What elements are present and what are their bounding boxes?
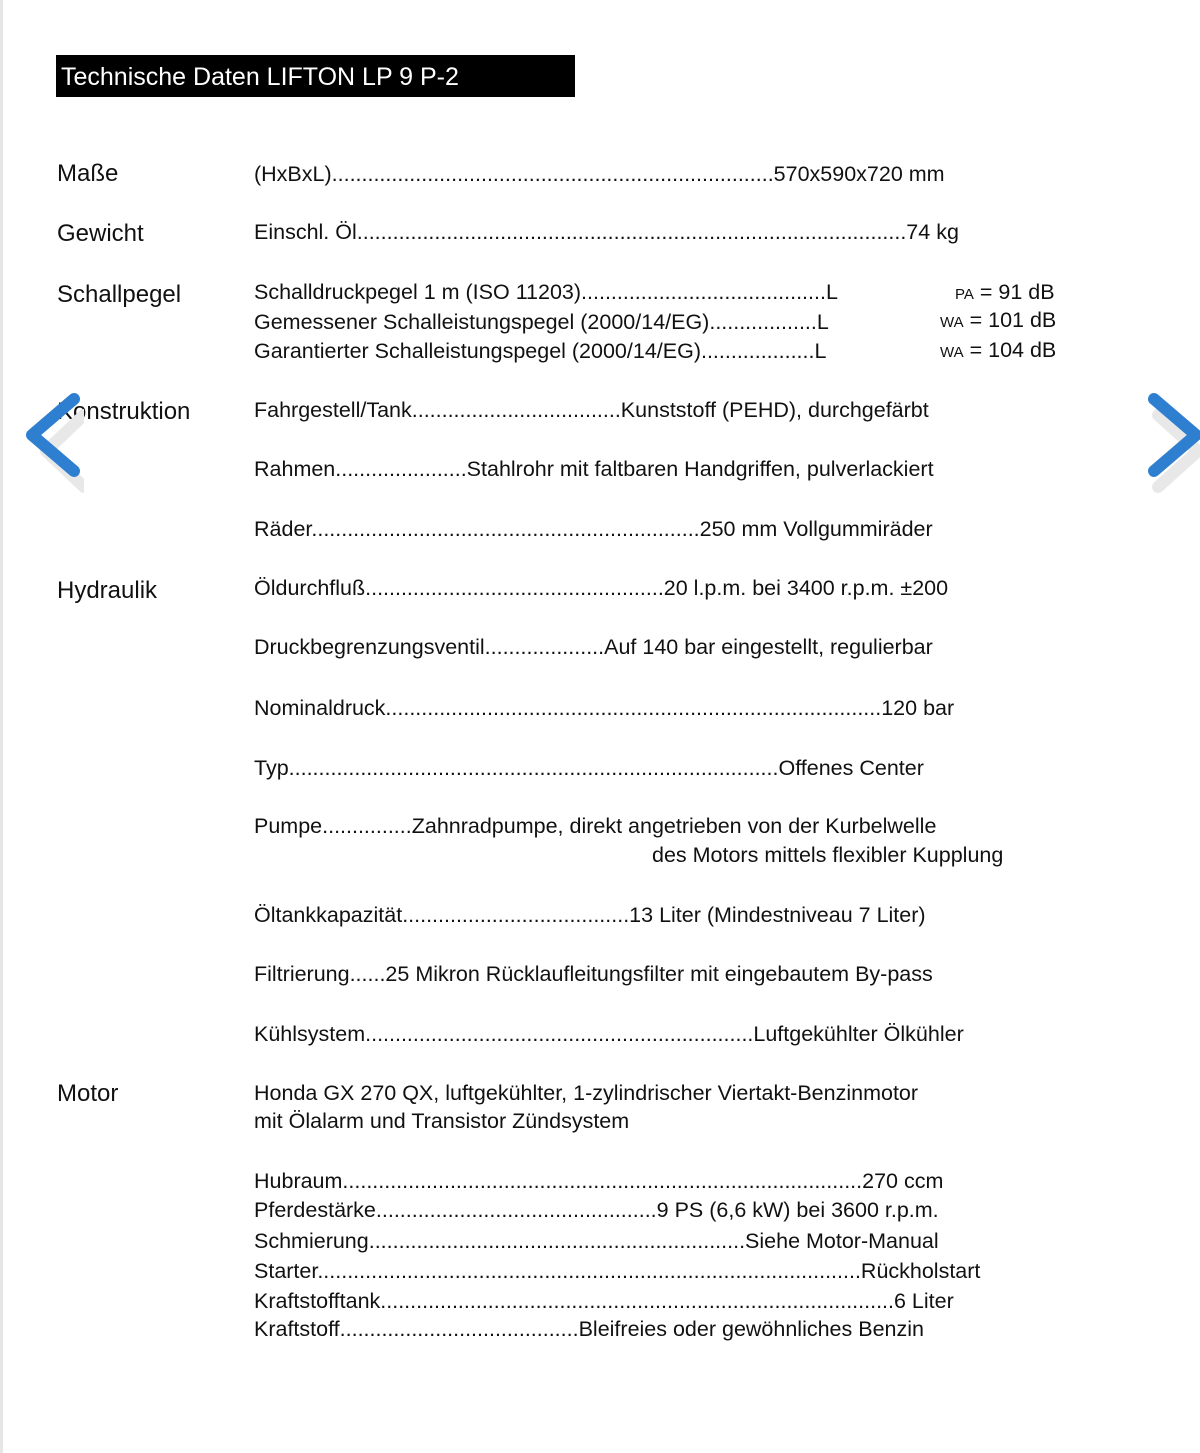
- subscript: WA: [940, 344, 964, 361]
- spec-gewicht: Einschl. Öl............................................................................................74 kg: [254, 220, 959, 244]
- motor-description-line-2: mit Ölalarm und Transistor Zündsystem: [254, 1109, 630, 1133]
- value: = 91 dB: [979, 280, 1055, 304]
- spec-kraftstofftank: Kraftstofftank......................................................................................6 Liter: [254, 1289, 954, 1313]
- spec-pumpe-continued: des Motors mittels flexibler Kupplung: [652, 843, 1004, 867]
- value: = 104 dB: [969, 338, 1057, 362]
- value: = 101 dB: [969, 308, 1057, 332]
- spec-pumpe: Pumpe...............Zahnradpumpe, direkt angetrieben von der Kurbelwelle: [254, 814, 937, 838]
- page-edge: [0, 0, 3, 1453]
- spec-oeldurchfluss: Öldurchfluß..................................................20 l.p.m. bei 3400 r.p.m. ±200: [254, 576, 949, 600]
- spec-garantierter-schalleistungspegel-value: [940, 337, 1056, 366]
- spec-filtrierung: Filtrierung......25 Mikron Rücklaufleitungsfilter mit eingebautem By-pass: [254, 962, 933, 986]
- spec-kraftstoff: Kraftstoff........................................Bleifreies oder gewöhnliches Benzin: [254, 1317, 924, 1341]
- spec-typ: Typ..................................................................................Offenes Center: [254, 756, 924, 780]
- section-label-schallpegel: Schallpegel: [57, 281, 182, 308]
- prev-page-button[interactable]: [20, 385, 84, 495]
- spec-hubraum: Hubraum.......................................................................................270 ccm: [254, 1169, 944, 1193]
- spec-raeder: Räder.................................................................250 mm Vollgummiräder: [254, 517, 933, 541]
- next-page-button[interactable]: [1140, 385, 1200, 495]
- spec-fahrgestell-tank: Fahrgestell/Tank...................................Kunststoff (PEHD), durchgefärbt: [254, 398, 929, 422]
- chevron-left-icon: [20, 385, 84, 495]
- spec-gemessener-schalleistungspegel-value: [940, 307, 1056, 336]
- subscript: WA: [940, 314, 964, 331]
- motor-description-line-1: Honda GX 270 QX, luftgekühlter, 1-zylindrischer Viertakt-Benzinmotor: [254, 1081, 919, 1105]
- spec-kuehlsystem: Kühlsystem.................................................................Luftgekühlter Ölkühler: [254, 1022, 964, 1046]
- section-label-gewicht: Gewicht: [57, 220, 144, 247]
- spec-rahmen: Rahmen......................Stahlrohr mit faltbaren Handgriffen, pulverlackiert: [254, 457, 934, 481]
- section-label-masse: Maße: [57, 160, 119, 187]
- chevron-right-icon: [1140, 385, 1200, 495]
- section-label-hydraulik: Hydraulik: [57, 577, 158, 604]
- spec-garantierter-schalleistungspegel: Garantierter Schalleistungspegel (2000/14/EG)...................L: [254, 339, 827, 363]
- spec-druckbegrenzungsventil: Druckbegrenzungsventil....................Auf 140 bar eingestellt, regulierbar: [254, 635, 933, 659]
- spec-oeltankkapazitaet: Öltankkapazität......................................13 Liter (Mindestniveau 7 Liter): [254, 903, 926, 927]
- section-label-motor: Motor: [57, 1080, 119, 1107]
- spec-nominaldruck: Nominaldruck...................................................................................120 bar: [254, 696, 955, 720]
- section-label-konstruktion: Konstruktion: [57, 398, 191, 425]
- spec-masse: (HxBxL)..........................................................................570x590x720 mm: [254, 162, 945, 186]
- subscript: PA: [955, 286, 974, 303]
- spec-schalldruckpegel-value: [955, 279, 1055, 308]
- spec-starter: Starter...........................................................................................Rückholstart: [254, 1259, 981, 1283]
- page-title: Technische Daten LIFTON LP 9 P-2: [56, 55, 575, 97]
- spec-pferdestaerke: Pferdestärke...............................................9 PS (6,6 kW) bei 3600 r.p.m.: [254, 1198, 939, 1222]
- spec-schalldruckpegel: Schalldruckpegel 1 m (ISO 11203).........................................L: [254, 280, 838, 304]
- spec-schmierung: Schmierung...............................................................Siehe Motor-Manual: [254, 1229, 939, 1253]
- spec-gemessener-schalleistungspegel: Gemessener Schalleistungspegel (2000/14/EG)..................L: [254, 310, 829, 334]
